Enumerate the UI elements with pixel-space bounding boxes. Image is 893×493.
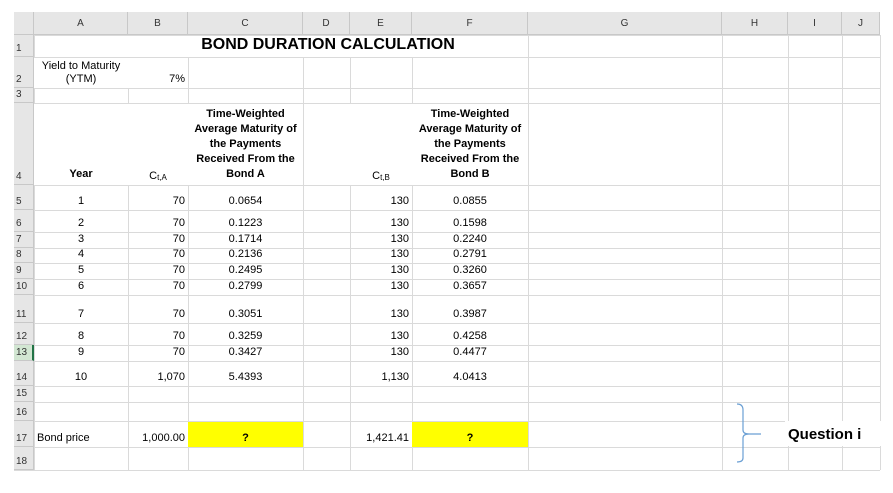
ct-b-cell[interactable]: 130 <box>390 280 409 292</box>
ct-b-cell[interactable]: 1,130 <box>381 371 409 383</box>
ct-a-cell[interactable]: 70 <box>172 280 185 292</box>
ct-a-cell[interactable]: 70 <box>172 308 185 320</box>
question-annotation: Question i <box>785 421 885 446</box>
row-header-7[interactable]: 7 <box>14 232 34 248</box>
year-cell[interactable]: 1 <box>77 195 85 207</box>
column-header-I[interactable]: I <box>788 12 842 35</box>
row-header-13[interactable]: 13 <box>14 345 34 361</box>
column-header-F[interactable]: F <box>412 12 528 35</box>
row-header-14[interactable]: 14 <box>14 361 34 386</box>
duration-a-result[interactable]: ? <box>188 422 303 447</box>
twa-a-cell[interactable]: 0.3051 <box>228 308 263 320</box>
ct-b-cell[interactable]: 130 <box>390 330 409 342</box>
bond-price-label[interactable]: Bond price <box>37 432 90 444</box>
header-c-label: C <box>149 170 158 182</box>
ct-b-cell[interactable]: 130 <box>390 195 409 207</box>
twa-b-cell[interactable]: 0.3987 <box>453 308 487 320</box>
duration-b-result[interactable]: ? <box>412 422 528 447</box>
twa-b-cell[interactable]: 0.3260 <box>453 264 487 276</box>
twa-a-cell[interactable]: 0.2495 <box>228 264 263 276</box>
ct-a-cell[interactable]: 1,070 <box>157 371 185 383</box>
header-year[interactable]: Year <box>34 104 128 185</box>
row-header-6[interactable]: 6 <box>14 210 34 232</box>
year-cell[interactable]: 8 <box>77 330 85 342</box>
ct-b-cell[interactable]: 130 <box>390 217 409 229</box>
gridline-vertical <box>880 35 881 470</box>
ct-b-cell[interactable]: 130 <box>390 248 409 260</box>
column-header-J[interactable]: J <box>842 12 880 35</box>
twa-a-cell[interactable]: 0.1223 <box>228 217 263 229</box>
header-ct-b[interactable] <box>350 104 412 185</box>
header-c-label: C <box>372 170 381 182</box>
twa-b-cell[interactable]: 4.0413 <box>453 371 487 383</box>
header-ct-a[interactable] <box>128 104 188 185</box>
twa-a-cell[interactable]: 0.0654 <box>228 195 263 207</box>
ct-b-cell[interactable]: 130 <box>390 308 409 320</box>
row-header-4[interactable]: 4 <box>14 103 34 185</box>
year-cell[interactable]: 7 <box>77 308 85 320</box>
bond-price-a[interactable]: 1,000.00 <box>142 432 185 444</box>
row-header-3[interactable]: 3 <box>14 88 34 103</box>
twa-a-cell[interactable]: 0.1714 <box>228 233 263 245</box>
gridline-horizontal <box>14 386 880 387</box>
column-header-A[interactable]: A <box>34 12 128 35</box>
year-cell[interactable]: 2 <box>77 217 85 229</box>
column-header-E[interactable]: E <box>350 12 412 35</box>
ytm-value[interactable]: 7% <box>128 58 188 88</box>
row-header-18[interactable]: 18 <box>14 447 34 470</box>
select-all-corner[interactable] <box>14 12 34 35</box>
ct-a-cell[interactable]: 70 <box>172 233 185 245</box>
ct-b-cell[interactable]: 130 <box>390 264 409 276</box>
ytm-label[interactable]: Yield to Maturity (YTM) <box>34 58 128 88</box>
row-header-5[interactable]: 5 <box>14 185 34 210</box>
column-header-C[interactable]: C <box>188 12 303 35</box>
header-twa-bond-b[interactable]: Time-Weighted Average Maturity of the Payments Received From the Bond B <box>412 104 528 185</box>
column-header-H[interactable]: H <box>722 12 788 35</box>
gridline-vertical <box>842 35 843 470</box>
row-header-15[interactable]: 15 <box>14 386 34 402</box>
sheet-title[interactable]: BOND DURATION CALCULATION <box>128 36 528 57</box>
row-header-11[interactable]: 11 <box>14 295 34 323</box>
twa-a-cell[interactable]: 0.3427 <box>228 346 263 358</box>
column-header-D[interactable]: D <box>303 12 350 35</box>
ct-a-cell[interactable]: 70 <box>172 330 185 342</box>
row-header-2[interactable]: 2 <box>14 57 34 88</box>
row-header-12[interactable]: 12 <box>14 323 34 345</box>
year-cell[interactable]: 10 <box>74 371 88 383</box>
ct-a-cell[interactable]: 70 <box>172 195 185 207</box>
row-header-8[interactable]: 8 <box>14 248 34 263</box>
twa-a-cell[interactable]: 0.3259 <box>228 330 263 342</box>
brace-icon <box>735 402 765 464</box>
gridline-horizontal <box>14 88 880 89</box>
column-header-G[interactable]: G <box>528 12 722 35</box>
gridline-vertical <box>722 35 723 470</box>
gridline-vertical <box>788 35 789 470</box>
ct-a-cell[interactable]: 70 <box>172 217 185 229</box>
twa-b-cell[interactable]: 0.4258 <box>453 330 487 342</box>
row-header-1[interactable]: 1 <box>14 35 34 57</box>
gridline-horizontal <box>14 470 880 471</box>
row-header-10[interactable]: 10 <box>14 279 34 295</box>
header-subscript: t,A <box>157 173 167 182</box>
ct-a-cell[interactable]: 70 <box>172 264 185 276</box>
header-subscript: t,B <box>380 173 390 182</box>
year-cell[interactable]: 3 <box>77 233 85 245</box>
twa-a-cell[interactable]: 5.4393 <box>228 371 263 383</box>
header-twa-bond-a[interactable]: Time-Weighted Average Maturity of the Payments Received From the Bond A <box>188 104 303 185</box>
ct-a-cell[interactable]: 70 <box>172 248 185 260</box>
row-header-17[interactable]: 17 <box>14 421 34 447</box>
gridline-vertical <box>303 35 304 470</box>
bond-price-b[interactable]: 1,421.41 <box>366 432 409 444</box>
ct-a-cell[interactable]: 70 <box>172 346 185 358</box>
year-cell[interactable]: 4 <box>77 248 85 260</box>
twa-b-cell[interactable]: 0.4477 <box>453 346 487 358</box>
year-cell[interactable]: 6 <box>77 280 85 292</box>
twa-a-cell[interactable]: 0.2136 <box>228 248 263 260</box>
row-header-9[interactable]: 9 <box>14 263 34 279</box>
twa-b-cell[interactable]: 0.3657 <box>453 280 487 292</box>
twa-b-cell[interactable]: 0.1598 <box>453 217 487 229</box>
year-cell[interactable]: 9 <box>77 346 85 358</box>
row-header-16[interactable]: 16 <box>14 402 34 421</box>
twa-b-cell[interactable]: 0.2791 <box>453 248 487 260</box>
twa-b-cell[interactable]: 0.2240 <box>453 233 487 245</box>
year-cell[interactable]: 5 <box>77 264 85 276</box>
ct-b-cell[interactable]: 130 <box>390 233 409 245</box>
twa-b-cell[interactable]: 0.0855 <box>453 195 487 207</box>
twa-a-cell[interactable]: 0.2799 <box>228 280 263 292</box>
column-header-B[interactable]: B <box>128 12 188 35</box>
ct-b-cell[interactable]: 130 <box>390 346 409 358</box>
gridline-vertical <box>528 35 529 470</box>
